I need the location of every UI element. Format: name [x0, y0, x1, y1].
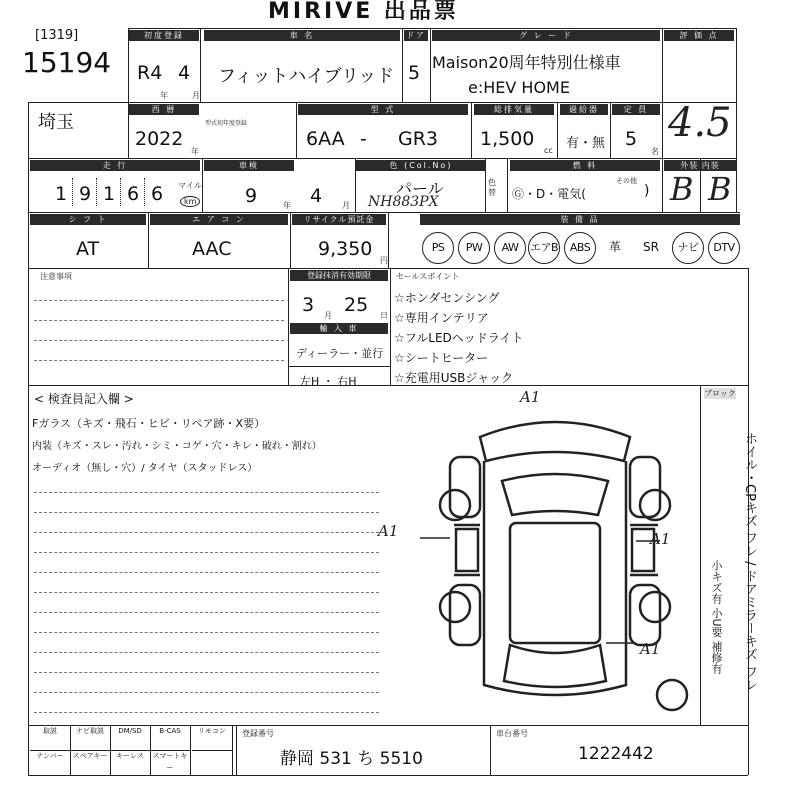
- check-cell: ナンバー: [30, 750, 71, 776]
- reg-expiry-day: 25: [344, 294, 369, 316]
- inspector-heading: < 検査員記入欄 >: [34, 392, 134, 406]
- car-name-header: 車 名: [204, 30, 400, 41]
- model-dash: -: [360, 128, 367, 150]
- shift-header: シ フ ト: [30, 214, 146, 225]
- month-label: 月: [192, 91, 200, 100]
- side-note: ホイル・CPキズ ワレ / ドアミラーキズ ワレ: [742, 432, 757, 691]
- grade-header: グ レ ー ド: [432, 30, 660, 41]
- import-type: ディーラー・並行: [296, 347, 384, 360]
- equipment-item: AW: [494, 232, 526, 264]
- plate-number: 静岡 531 ち 5510: [280, 749, 423, 769]
- inspection-month: 4: [310, 185, 323, 207]
- sales-point-4: ☆シートヒーター: [394, 351, 489, 365]
- shift: AT: [76, 238, 100, 260]
- odometer-digit-5: 6: [151, 183, 164, 205]
- inspection-month-unit: 月: [342, 201, 350, 210]
- inspector-line: [34, 492, 379, 493]
- equipment-item: ABS: [564, 232, 596, 264]
- odometer-digit-4: 6: [127, 183, 140, 205]
- model-prefix: 6AA: [306, 128, 345, 150]
- notes-label: 注意事項: [40, 272, 72, 281]
- plate-label: 登録番号: [242, 729, 274, 738]
- damage-mark-3: A1: [650, 530, 671, 548]
- inspector-line: [34, 672, 379, 673]
- odometer-digit-3: 1: [103, 183, 116, 205]
- chassis-number: 1222442: [578, 744, 654, 764]
- era-year: R4: [137, 62, 163, 84]
- interior-grade: B: [708, 170, 732, 208]
- recycle-header: リサイクル預託金: [292, 214, 386, 225]
- side-note-2: 小キズ有 小U要 補修有: [710, 560, 723, 675]
- equipment-item: PW: [458, 232, 490, 264]
- equipment-item: DTV: [708, 232, 740, 264]
- seats-unit: 名: [651, 147, 659, 156]
- check-cell: スマートキー: [150, 750, 191, 776]
- inspector-line: [34, 512, 379, 513]
- model-code: GR3: [398, 128, 439, 150]
- model-header: 型 式: [298, 104, 468, 115]
- inspection-header: 車検: [204, 160, 294, 171]
- inspector-label: 検査員記入欄: [47, 392, 120, 406]
- exterior-grade: B: [670, 170, 694, 208]
- doors-header: ドア: [404, 30, 428, 41]
- sales-point-5: ☆充電用USBジャック: [394, 371, 514, 385]
- block-label: ブロック: [704, 389, 736, 398]
- color-code: NH883PX: [368, 194, 439, 210]
- fuel-header: 燃 料: [510, 160, 660, 171]
- lot-code: [1319]: [35, 28, 79, 43]
- grades-header: 外装 内装: [664, 160, 736, 171]
- inspector-line-3: オーディオ（無し・穴）/ タイヤ（スタッドレス）: [32, 463, 258, 474]
- handle-side: 左H ・ 右H: [300, 375, 357, 388]
- odometer-digit-2: 9: [79, 183, 92, 205]
- reg-expiry-month: 3: [302, 294, 315, 316]
- capacity-header: 定 員: [612, 104, 660, 115]
- aircon: AAC: [192, 238, 232, 260]
- form-title: MIRIVE 出品票: [268, 0, 459, 24]
- equipment-item: 革: [608, 240, 621, 254]
- first-reg-header: 初度登録: [129, 30, 199, 41]
- km-label: km: [180, 196, 200, 207]
- grade-line1: Maison20周年特別仕様車: [432, 53, 621, 72]
- inspector-line: [34, 712, 379, 713]
- car-name: フィットハイブリッド: [218, 66, 395, 87]
- damage-mark-1: A1: [520, 388, 541, 406]
- check-cell: スペアキー: [70, 750, 111, 776]
- doors: 5: [408, 62, 421, 84]
- color-change: 色替: [488, 178, 496, 197]
- fuel: Ⓖ・D・電気(: [512, 187, 586, 201]
- odometer-header: 走 行: [30, 160, 200, 171]
- inspector-line: [34, 572, 379, 573]
- aircon-header: エ ア コ ン: [150, 214, 288, 225]
- rating-header: 評 価 点: [664, 30, 734, 41]
- era-label: 年: [160, 91, 168, 100]
- year-unit: 年: [191, 147, 199, 156]
- displacement-header: 総排気量: [474, 104, 554, 115]
- sales-point-2: ☆専用インテリア: [394, 311, 489, 325]
- reg-expiry-month-unit: 月: [324, 311, 332, 320]
- check-cell: リモコン: [192, 725, 233, 751]
- check-cell: 取説: [30, 725, 71, 751]
- seats: 5: [625, 128, 638, 150]
- color-name: パール: [396, 179, 444, 198]
- model-year: 2022: [135, 128, 184, 150]
- reg-expiry-header: 登録抹消有効期限: [290, 270, 388, 281]
- check-cell: ナビ取説: [70, 725, 111, 751]
- chassis-year-header: 西 暦: [129, 104, 199, 115]
- sales-points-label: セールスポイント: [396, 272, 460, 281]
- equipment-header: 装 備 品: [420, 214, 740, 225]
- damage-mark-2: A1: [378, 522, 399, 540]
- turbo-header: 過給器: [560, 104, 608, 115]
- reg-month: 4: [178, 62, 191, 84]
- displacement: 1,500: [480, 128, 535, 150]
- inspector-line: [34, 692, 379, 693]
- sales-point-1: ☆ホンダセンシング: [394, 291, 500, 305]
- inspection-year-unit: 年: [283, 201, 291, 210]
- check-cell: キーレス: [110, 750, 151, 776]
- color-header: 色 (Col.No): [356, 160, 486, 171]
- inspection-year: 9: [245, 185, 258, 207]
- car-diagram: [410, 395, 700, 725]
- inspector-line: [34, 592, 379, 593]
- equipment-item: PS: [422, 232, 454, 264]
- inspector-line: [34, 632, 379, 633]
- equipment-item: エアB: [528, 232, 560, 264]
- equipment-item: SR: [643, 240, 659, 254]
- turbo-options: 有・無: [566, 136, 606, 151]
- cc-unit: cc: [544, 146, 553, 155]
- lot-number: 15194: [22, 46, 112, 79]
- reg-expiry-day-unit: 日: [380, 311, 388, 320]
- equipment-item: ナビ: [672, 232, 704, 264]
- sales-point-3: ☆フルLEDヘッドライト: [394, 331, 524, 345]
- rating-value: 4.5: [668, 100, 732, 146]
- inspector-line: [34, 612, 379, 613]
- recycle-fee: 9,350: [318, 238, 373, 260]
- check-cell: [192, 750, 233, 776]
- prefecture: 埼玉: [38, 112, 74, 133]
- inspector-line: [34, 652, 379, 653]
- inspector-line-2: 内装（キズ・スレ・汚れ・シミ・コゲ・穴・キレ・破れ・割れ）: [32, 441, 322, 452]
- inspector-line-1: Fガラス（キズ・飛石・ヒビ・リペア跡・X要）: [32, 417, 266, 430]
- check-cell: B-CAS: [150, 725, 191, 751]
- yen-unit: 円: [380, 256, 388, 265]
- fuel-other: その他: [616, 177, 637, 185]
- import-header: 輸 入 車: [290, 323, 388, 334]
- check-cell: DM/SD: [110, 725, 151, 751]
- grade-line2: e:HEV HOME: [468, 78, 570, 97]
- chassis-year-note: 型式初年度登録: [205, 120, 248, 127]
- damage-mark-4: A1: [640, 640, 661, 658]
- chassis-number-label: 車台番号: [496, 729, 528, 738]
- inspector-line: [34, 552, 379, 553]
- mile-label: マイル: [178, 181, 202, 190]
- odometer-digit-1: 1: [55, 183, 68, 205]
- inspector-line: [34, 532, 379, 533]
- fuel-end: ): [644, 183, 650, 199]
